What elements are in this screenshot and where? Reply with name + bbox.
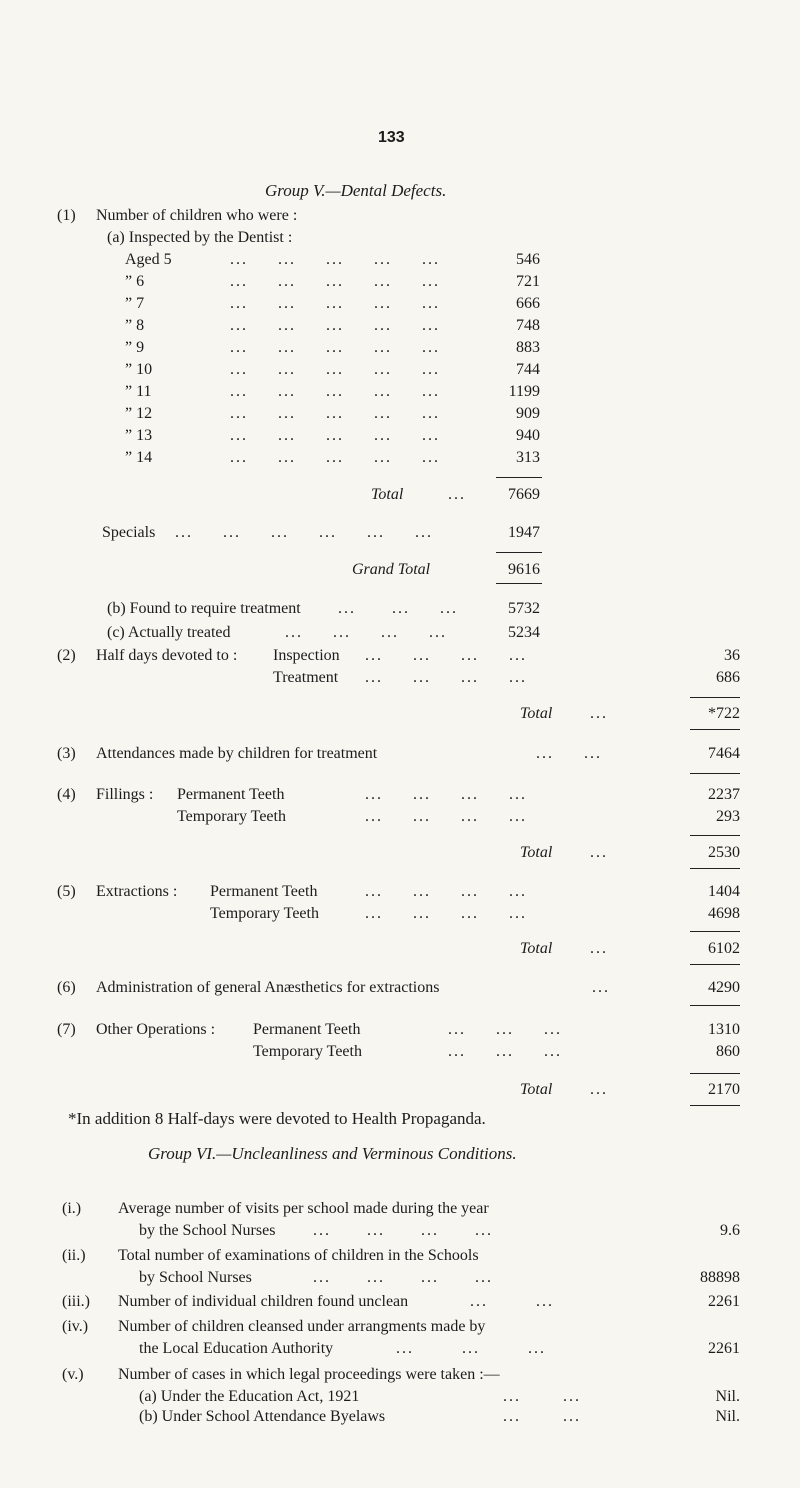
s5-total-label: Total [520, 940, 553, 957]
g6-item-num: (iv.) [62, 1318, 89, 1335]
s5-label: Extractions : [96, 883, 178, 900]
s2-inspection-label: Inspection [273, 647, 340, 664]
g6-sub-b: (b) Under School Attendance Byelaws [139, 1408, 386, 1425]
age-label: ” 7 [125, 295, 145, 312]
s2-treatment-value: 686 [716, 669, 740, 686]
grand-total-underline [496, 583, 542, 584]
leader-dots: ... ... ... ... ... ... [175, 524, 433, 541]
s1-b-value: 5732 [508, 600, 540, 617]
g6-sub-b-value: Nil. [715, 1408, 740, 1425]
leader-dots: ... ... [536, 745, 602, 762]
age-value: 748 [516, 317, 540, 334]
g6-item-line1: Number of children cleansed under arrangments made by [118, 1318, 486, 1335]
age-label: ” 13 [125, 427, 153, 444]
age-label: ” 9 [125, 339, 145, 356]
s4-total-underline [690, 868, 740, 869]
s4-perm-value: 2237 [708, 786, 740, 803]
s5-total-value: 6102 [708, 940, 740, 957]
leader-dots: ... ... ... ... ... [230, 405, 440, 422]
s4-total-label: Total [520, 844, 553, 861]
age-value: 546 [516, 251, 540, 268]
age-label: ” 10 [125, 361, 153, 378]
leader-dots: ... ... ... ... [313, 1269, 493, 1286]
g6-item-line1: Total number of examinations of children in the Schools [118, 1247, 479, 1264]
g6-item-value: 9.6 [720, 1222, 740, 1239]
leader-dots: ... ... ... [396, 1340, 546, 1357]
age-value: 744 [516, 361, 540, 378]
s7-total-underline [690, 1105, 740, 1106]
s1-c-label: (c) Actually treated [107, 624, 231, 641]
age-value: 1199 [508, 383, 540, 400]
leader-dots: ... ... ... ... ... [230, 273, 440, 290]
leader-dots: ... [448, 486, 466, 503]
grand-total-label: Grand Total [352, 561, 431, 578]
s7-num: (7) [57, 1021, 76, 1038]
age-value: 666 [516, 295, 540, 312]
total-rule [496, 477, 542, 478]
age-value: 721 [516, 273, 540, 290]
leader-dots: ... ... ... ... [365, 786, 527, 803]
s7-total-value: 2170 [708, 1081, 740, 1098]
s4-temp-label: Temporary Teeth [177, 808, 286, 825]
s3-value: 7464 [708, 745, 740, 762]
leader-dots: ... [590, 1081, 608, 1098]
g6-item-num: (iii.) [62, 1293, 90, 1310]
s4-num: (4) [57, 786, 76, 803]
leader-dots: ... ... [470, 1293, 554, 1310]
leader-dots: ... [592, 979, 610, 996]
s5-total-underline [690, 964, 740, 965]
g6-item-value: 2261 [708, 1340, 740, 1357]
age-value: 940 [516, 427, 540, 444]
s5-perm-label: Permanent Teeth [210, 883, 318, 900]
s1-a-label: (a) Inspected by the Dentist : [107, 229, 293, 246]
age-value: 909 [516, 405, 540, 422]
g6-sub-a: (a) Under the Education Act, 1921 [139, 1388, 360, 1405]
leader-dots: ... ... [503, 1408, 581, 1425]
leader-dots: ... ... ... ... ... [230, 295, 440, 312]
s4-temp-value: 293 [716, 808, 740, 825]
s2-total-label: Total [520, 705, 553, 722]
g6-item-line1: Number of individual children found unclean [118, 1293, 409, 1310]
age-value: 883 [516, 339, 540, 356]
s6-label: Administration of general Anæsthetics for extractions [96, 979, 440, 996]
leader-dots: ... ... ... ... ... [230, 251, 440, 268]
leader-dots: ... [590, 940, 608, 957]
page-number: 133 [378, 129, 405, 146]
age-value: 313 [516, 449, 540, 466]
leader-dots: ... ... ... [338, 600, 458, 617]
s3-underline [690, 773, 740, 774]
s7-perm-label: Permanent Teeth [253, 1021, 361, 1038]
s7-total-rule [690, 1073, 740, 1074]
s5-temp-label: Temporary Teeth [210, 905, 319, 922]
leader-dots: ... ... ... [448, 1043, 562, 1060]
g6-item-line1: Average number of visits per school made during the year [118, 1200, 489, 1217]
s3-label: Attendances made by children for treatment [96, 745, 378, 762]
s7-temp-value: 860 [716, 1043, 740, 1060]
age-label: ” 14 [125, 449, 153, 466]
g6-item-num: (i.) [62, 1200, 82, 1217]
s4-perm-label: Permanent Teeth [177, 786, 285, 803]
footnote: *In addition 8 Half-days were devoted to Health Propaganda. [68, 1109, 486, 1128]
s5-perm-value: 1404 [708, 883, 740, 900]
s5-temp-value: 4698 [708, 905, 740, 922]
s1-label: Number of children who were : [96, 207, 298, 224]
s4-label: Fillings : [96, 786, 154, 803]
grand-total-value: 9616 [508, 561, 540, 578]
leader-dots: ... ... ... ... ... [230, 449, 440, 466]
leader-dots: ... [590, 705, 608, 722]
s2-inspection-value: 36 [724, 647, 740, 664]
leader-dots: ... ... ... [448, 1021, 562, 1038]
s7-total-label: Total [520, 1081, 553, 1098]
s2-total-underline [690, 729, 740, 730]
leader-dots: ... ... ... ... ... [230, 427, 440, 444]
g6-item-line2: by School Nurses [139, 1269, 252, 1286]
s7-temp-label: Temporary Teeth [253, 1043, 362, 1060]
leader-dots: ... [590, 844, 608, 861]
s2-num: (2) [57, 647, 76, 664]
g6-sub-a-value: Nil. [715, 1388, 740, 1405]
s2-treatment-label: Treatment [273, 669, 339, 686]
leader-dots: ... ... ... ... [365, 905, 527, 922]
g6-item-num: (ii.) [62, 1247, 86, 1264]
g6-item-line2: the Local Education Authority [139, 1340, 334, 1357]
leader-dots: ... ... ... ... [365, 669, 527, 686]
leader-dots: ... ... ... ... ... [230, 339, 440, 356]
g6-item-line1: Number of cases in which legal proceedings were taken :— [118, 1366, 500, 1383]
g6-item-value: 88898 [700, 1269, 740, 1286]
age-label: ” 8 [125, 317, 145, 334]
s6-num: (6) [57, 979, 76, 996]
leader-dots: ... ... [503, 1388, 581, 1405]
age-label: ” 12 [125, 405, 153, 422]
total-value: 7669 [508, 486, 540, 503]
leader-dots: ... ... ... ... [365, 883, 527, 900]
group5-title: Group V.—Dental Defects. [265, 181, 447, 200]
specials-label: Specials [102, 524, 156, 541]
specials-value: 1947 [508, 524, 540, 541]
s3-num: (3) [57, 745, 76, 762]
s2-total-rule [690, 697, 740, 698]
s1-c-value: 5234 [508, 624, 540, 641]
s1-num: (1) [57, 207, 76, 224]
s1-b-label: (b) Found to require treatment [107, 600, 301, 617]
leader-dots: ... ... ... ... ... [230, 383, 440, 400]
g6-item-line2: by the School Nurses [139, 1222, 276, 1239]
s5-num: (5) [57, 883, 76, 900]
age-label: ” 6 [125, 273, 145, 290]
grand-total-rule [496, 552, 542, 553]
s6-underline [690, 1005, 740, 1006]
s4-total-rule [690, 835, 740, 836]
leader-dots: ... ... ... ... [285, 624, 447, 641]
leader-dots: ... ... ... ... [365, 647, 527, 664]
leader-dots: ... ... ... ... [365, 808, 527, 825]
age-label: ” 11 [125, 383, 152, 400]
s2-total-value: *722 [708, 705, 740, 722]
leader-dots: ... ... ... ... [313, 1222, 493, 1239]
g6-item-value: 2261 [708, 1293, 740, 1310]
s2-label: Half days devoted to : [96, 647, 238, 664]
age-label: Aged 5 [125, 251, 172, 268]
s5-total-rule [690, 931, 740, 932]
group6-title: Group VI.—Uncleanliness and Verminous Conditions. [148, 1144, 517, 1163]
s6-value: 4290 [708, 979, 740, 996]
s4-total-value: 2530 [708, 844, 740, 861]
total-label: Total [371, 486, 404, 503]
s7-perm-value: 1310 [708, 1021, 740, 1038]
g6-item-num: (v.) [62, 1366, 84, 1383]
leader-dots: ... ... ... ... ... [230, 317, 440, 334]
s7-label: Other Operations : [96, 1021, 216, 1038]
leader-dots: ... ... ... ... ... [230, 361, 440, 378]
